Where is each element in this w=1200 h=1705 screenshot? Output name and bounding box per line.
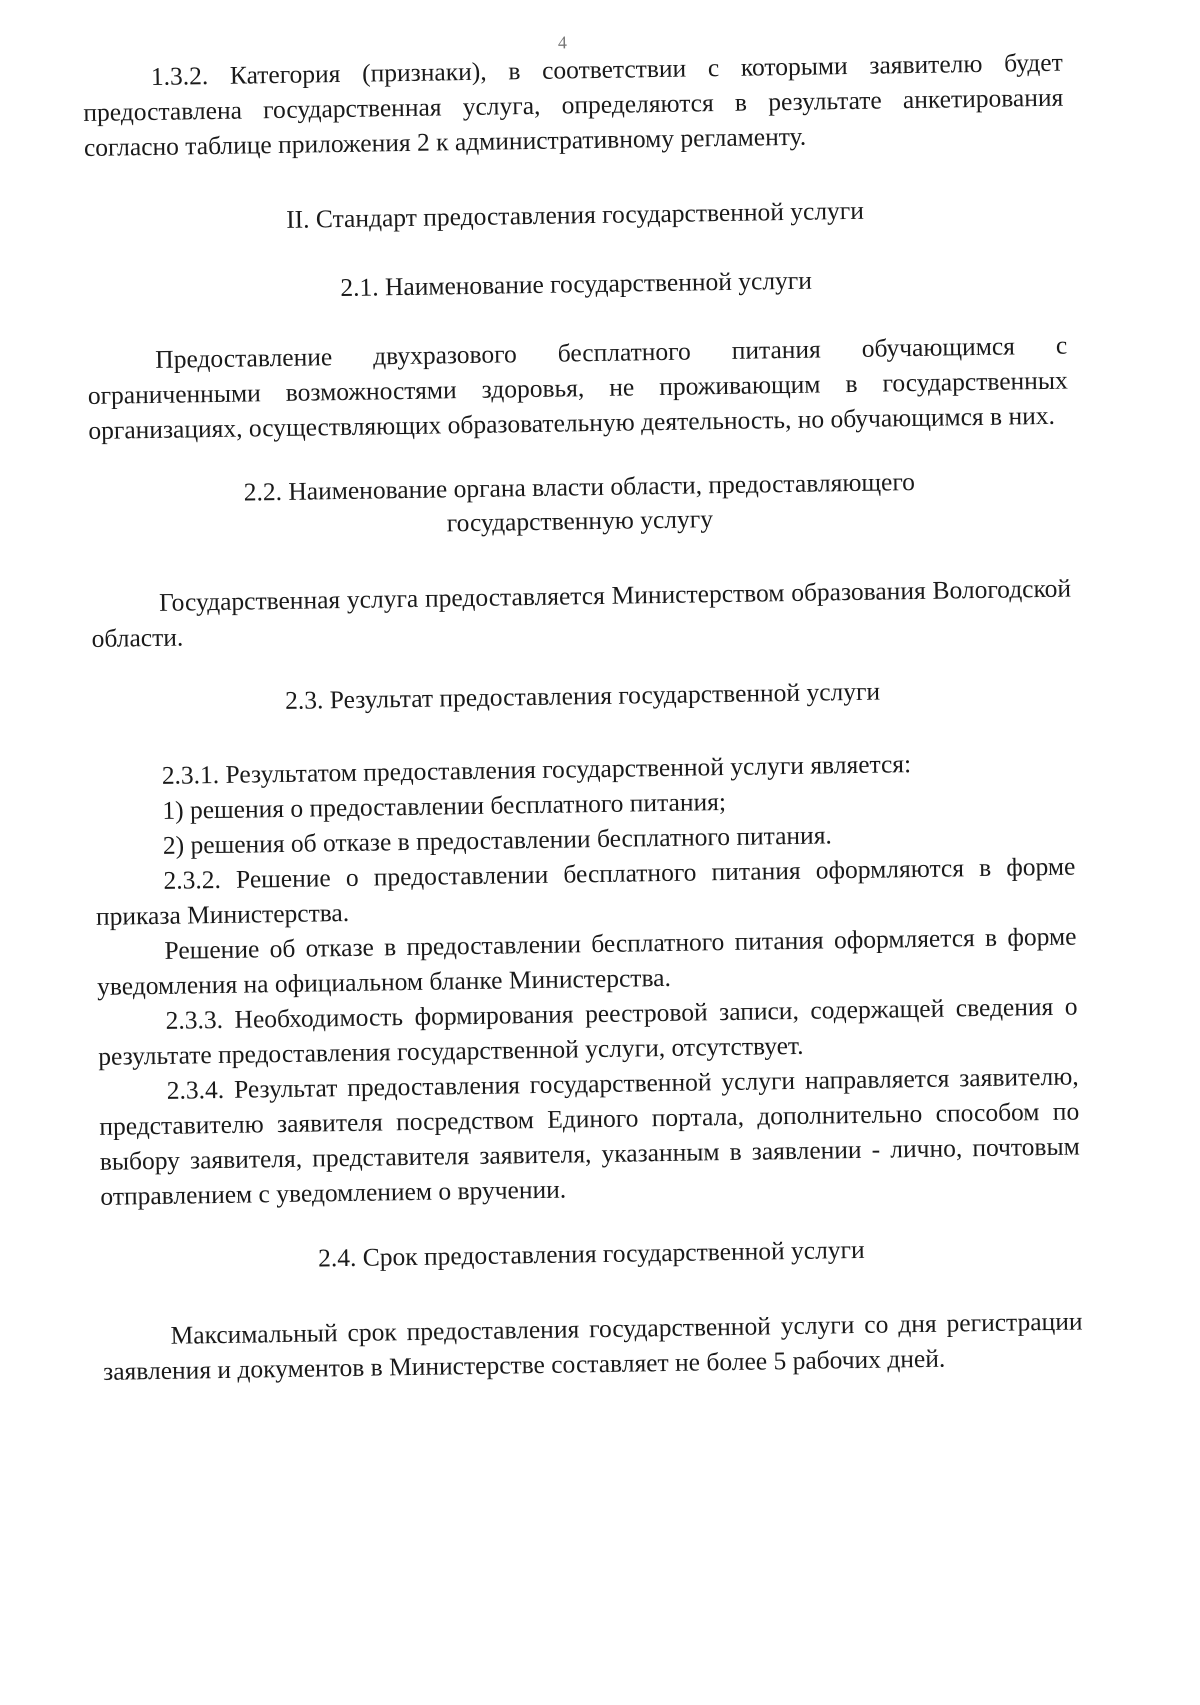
paragraph-2-3-2: 2.3.2. Решение о предоставлении бесплатного питания оформляются в форме приказа Министерства. xyxy=(95,851,1076,931)
paragraph-2-1: Предоставление двухразового бесплатного питания обучающимся с ограниченными возможностями здоровья, не проживающим в государственных организациях, осуществляющих образовательную деятельность, но обучающимся в них. xyxy=(87,330,1068,445)
paragraph-2-4: Максимальный срок предоставления государственной услуги со дня регистрации заявления и документов в Министерстве составляет не более 5 рабочих дней. xyxy=(102,1306,1083,1386)
paragraph-1-3-2: 1.3.2. Категория (признаки), в соответствии с которыми заявителю будет предоставлена государственная услуга, определяются в результате анкетирования согласно таблице приложения 2 к административному регламенту. xyxy=(83,47,1064,163)
heading-2-3: 2.3. Результат предоставления государственной услуги xyxy=(284,676,881,715)
paragraph-2-3-3: 2.3.3. Необходимость формирования реестровой записи, содержащей сведения о результате предоставления государственной услуги, отсутствует. xyxy=(97,991,1078,1071)
paragraph-2-3-1: 2.3.1. Результатом предоставления государственной услуги является: xyxy=(161,749,912,790)
document-body xyxy=(83,45,1084,1389)
heading-2-2-line2: государственную услугу xyxy=(446,504,714,538)
heading-2-2-line1: 2.2. Наименование органа власти области, предоставляющего xyxy=(243,467,916,507)
paragraph-2-3-4: 2.3.4. Результат предоставления государственной услуги направляется заявителю, представителю заявителя посредством Единого портала, дополнительно способом по выбору заявителя, представителя заявителя, указанным в заявлении - лично, почтовым отправлением с уведомлением о вручении. xyxy=(99,1061,1080,1211)
heading-2-4: 2.4. Срок предоставления государственной услуги xyxy=(317,1234,865,1273)
list-item-2-3-1-2: 2) решения об отказе в предоставлении бесплатного питания. xyxy=(162,820,833,860)
page-number: 4 xyxy=(557,32,567,53)
list-item-2-3-1-1: 1) решения о предоставлении бесплатного питания; xyxy=(162,787,727,825)
paragraph-2-2: Государственная услуга предоставляется Министерством образования Вологодской области. xyxy=(91,573,1072,653)
heading-2-2 xyxy=(89,463,1070,546)
heading-section-II: II. Стандарт предоставления государственной услуги xyxy=(285,195,865,234)
paragraph-2-3-2-refusal: Решение об отказе в предоставлении бесплатного питания оформляется в форме уведомления на официальном бланке Министерства. xyxy=(96,921,1077,1001)
heading-2-1: 2.1. Наименование государственной услуги xyxy=(340,265,813,303)
